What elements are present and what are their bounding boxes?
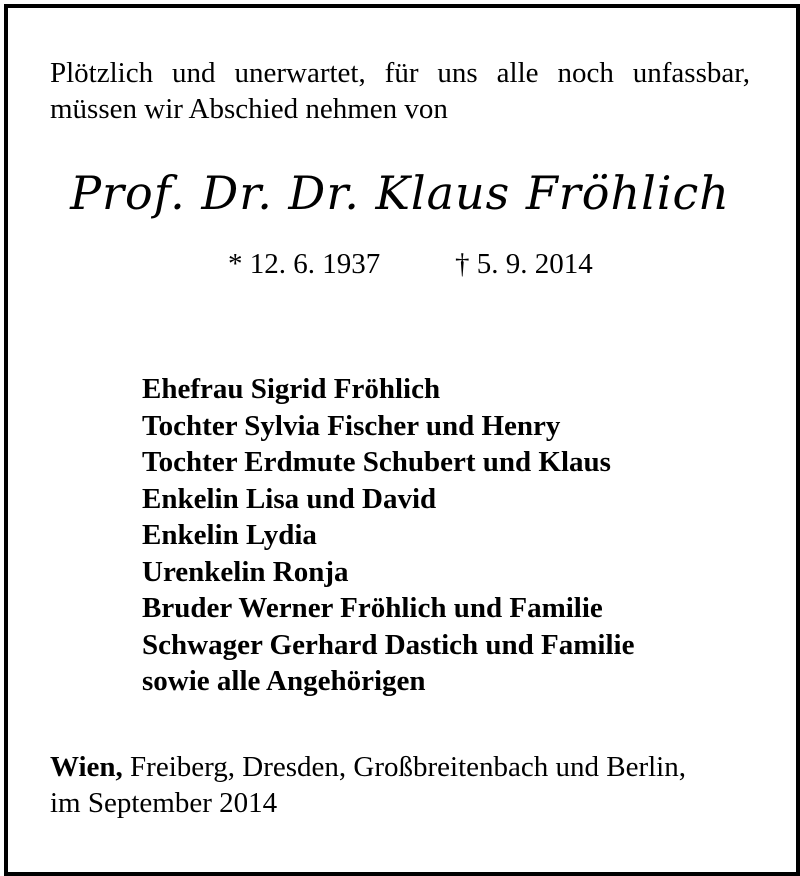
mourner-item: Schwager Gerhard Dastich und Familie: [142, 628, 635, 661]
deceased-name: Prof. Dr. Dr. Klaus Fröhlich: [70, 166, 730, 220]
intro-line-1: Plötzlich und unerwartet, für uns alle noch unfassbar,: [50, 57, 750, 89]
death-date: † 5. 9. 2014: [455, 248, 593, 280]
other-places: Freiberg, Dresden, Großbreitenbach und Berlin,: [122, 751, 686, 783]
intro-line-2: müssen wir Abschied nehmen von: [50, 93, 448, 125]
places-line: [50, 749, 750, 785]
mourner-item: Bruder Werner Fröhlich und Familie: [142, 592, 603, 624]
mourner-item: Urenkelin Ronja: [142, 555, 349, 588]
mourner-item: Ehefrau Sigrid Fröhlich: [142, 373, 441, 405]
mourner-item: Tochter Sylvia Fischer und Henry: [142, 409, 561, 442]
birth-date: * 12. 6. 1937: [228, 248, 381, 280]
place-and-date: [50, 749, 750, 821]
mourner-item: sowie alle Angehörigen: [142, 665, 426, 697]
mourners-list: [142, 371, 634, 700]
mourner-item: Enkelin Lisa und David: [142, 482, 437, 515]
mourner-item: Enkelin Lydia: [142, 519, 317, 551]
city-wien: Wien,: [50, 751, 123, 783]
intro-text: [50, 55, 750, 127]
closing-date: im September 2014: [50, 787, 278, 819]
mourner-item: Tochter Erdmute Schubert und Klaus: [142, 446, 611, 478]
